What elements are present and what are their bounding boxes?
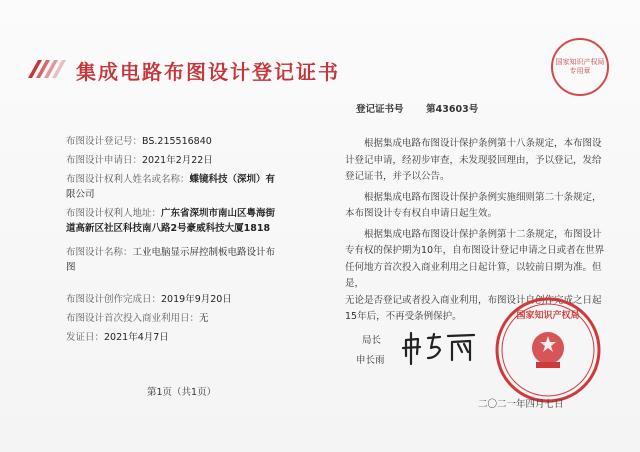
certificate-title: 集成电路布图设计登记证书 (76, 60, 340, 84)
owner-addr-field (66, 205, 275, 219)
small-seal (551, 38, 609, 96)
director-signature (400, 328, 480, 366)
app-date-value: 2021年2月22日 (142, 155, 213, 166)
design-name-field (66, 244, 275, 258)
director-label: 局长 (362, 335, 382, 346)
issue-date-label: 发证日： (66, 332, 105, 343)
first-commercial-label: 布图设计首次投入商业利用日： (66, 313, 200, 324)
issue-date-value: 2021年4月7日 (104, 332, 169, 343)
design-name-cont (66, 259, 76, 273)
reg-no-value: BS.215516840 (142, 136, 212, 147)
para3-line4: 无论是否登记或者投入商业利用，布图设计自创作完成之日起 (345, 294, 602, 306)
big-red-seal (494, 296, 602, 404)
owner-addr-value-2: 道高新区社区科技南八路2号豪威科技大厦1818 (66, 223, 271, 234)
owner-name-value: 蝶镜科技（深圳）有 (189, 174, 276, 185)
cert-no-row (356, 101, 478, 115)
para3-line5: 15年后，不再受条例保护。 (345, 311, 462, 322)
cnipa-logo-icon (14, 56, 84, 82)
cert-no-value: 第43603号 (426, 104, 479, 115)
para2-line2: 本布图设计专有权自申请日起生效。 (345, 208, 498, 219)
director-name: 申长雨 (356, 355, 385, 366)
first-commercial-value: 无 (199, 313, 209, 324)
design-name-label: 布图设计名称： (66, 247, 133, 258)
design-name-value-2: 图 (66, 262, 76, 273)
small-seal-text: 国家知识产权局专用章 (555, 58, 605, 75)
owner-name-value-2: 限公司 (66, 189, 95, 200)
reg-no-label: 布图设计登记号： (66, 136, 143, 147)
para1-line3: 登记证书，并予以公告。 (345, 171, 450, 182)
design-name-value: 工业电脑显示屏控制板电路设计布 (132, 247, 276, 258)
para3-line2: 专有权的保护期为10年，自布图设计登记申请之日或者在世界 (345, 245, 605, 256)
reg-no-field (66, 133, 212, 147)
issue-date-field (66, 329, 169, 343)
owner-name-label: 布图设计权利人姓名或名称： (66, 174, 190, 185)
page-number: 第1页（共1页） (147, 387, 217, 398)
creation-date-field (66, 291, 232, 305)
owner-addr-label: 布图设计权利人地址： (66, 208, 162, 219)
owner-addr-cont (66, 220, 270, 234)
owner-name-cont (66, 186, 95, 200)
owner-name-field (66, 171, 275, 185)
para1-line2: 计登记申请，经初步审查，未发现驳回理由，予以登记，发给 (345, 154, 602, 166)
issue-date-chinese: 二〇二一年四月七日 (478, 399, 564, 410)
owner-addr-value: 广东省深圳市南山区粤海街 (161, 208, 276, 219)
cert-no-label: 登记证书号 (356, 104, 404, 115)
creation-date-label: 布图设计创作完成日： (66, 294, 162, 305)
creation-date-value: 2019年9月20日 (161, 294, 232, 305)
app-date-label: 布图设计申请日： (66, 155, 143, 166)
para1-line1: 根据集成电路布图设计保护条例第十八条规定，本布图设 (364, 138, 602, 149)
para3-line1: 根据集成电路布图设计保护条例第十二条规定，布图设计 (364, 228, 602, 240)
big-seal-text: 国家知识产权局 (516, 311, 580, 321)
first-commercial-field (66, 310, 209, 324)
app-date-field (66, 152, 213, 166)
para2-line1: 根据集成电路布图设计保护条例实施细则第二十条规定， (364, 191, 602, 203)
para3-line3: 任何地方首次投入商业利用之日起计算，以较前日期为准。但是， (345, 261, 602, 289)
